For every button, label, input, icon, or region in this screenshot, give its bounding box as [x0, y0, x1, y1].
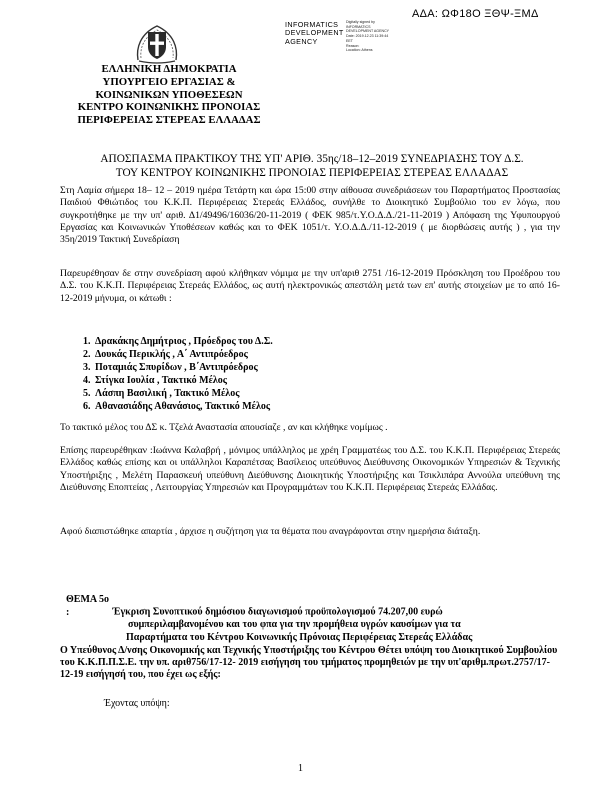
list-item: 2. Δουκάς Περικλής , Α΄ Αντιπρόεδρος [93, 348, 273, 361]
list-item: 4. Στίγκα Ιουλία , Τακτικό Μέλος [93, 374, 273, 387]
agenda-item-text: Έγκριση Συνοπτικού δημόσιου διαγωνισμού προϋπολογισμού 74.207,00 ευρώ [112, 606, 443, 618]
header-line: ΕΛΛΗΝΙΚΗ ΔΗΜΟΚΡΑΤΙΑ [101, 63, 237, 75]
agency-line: DEVELOPMENT [285, 28, 344, 38]
agency-line: AGENCY [285, 36, 318, 46]
fine-print-line: Digitally signed by [346, 20, 375, 24]
attendance-paragraph: Παρευρέθησαν δε στην συνεδρίαση αφού κλήθηκαν νόμιμα με την υπ'αριθ 2751 /16-12-2019 Πρόσκληση του Προέδρου του Δ.Σ. του Κ.Κ.Π. Περιφέρειας Στερεάς Ελλάδος, ως αυτή ηλεκτρονικώς απεστάλη μετά των επ' αυτής στοιχείων με το από 16-12-2019 μήνυμα, οι κάτωθι : [60, 268, 560, 304]
agenda-item-label: ΘΕΜΑ 5ο : [66, 594, 110, 618]
quorum-paragraph: Αφού διαπιστώθηκε απαρτία , άρχισε η συζήτηση για τα θέματα που αναγράφονται στην ημερήσια διάταξη. [60, 526, 481, 537]
meeting-intro-paragraph: Στη Λαμία σήμερα 18– 12 – 2019 ημέρα Τετάρτη και ώρα 15:00 στην αίθουσα συνεδριάσεων του Παραρτήματος Προστασίας Παιδιού Φθιώτιδος του Κ.Κ.Π. Περιφέρειας Στερεάς Ελλάδος, συνήλθε το Διοικητικό Συμβούλιο του εν λόγω, που συγκροτήθηκε με την υπ' αριθ. Δ1/49496/16036/20-11-2019 ( ΦΕΚ 985/τ.Υ.Ο.Δ.Δ./21-11-2019 ) Απόφαση της Υφυπουργού Εργασίας και Κοινωνικών Υποθέσεων καθώς και το ΦΕΚ 1051/τ. Υ.Ο.Δ.Δ./11-12-2019 ( με διορθώσεις αυτής ) , για την 35η/2019 Τακτική Συνεδρίαση [60, 185, 560, 246]
agency-line: INFORMATICS [285, 20, 339, 29]
greek-emblem-icon [134, 20, 180, 64]
considering-label: Έχοντας υπόψη: [104, 698, 170, 709]
title-line: ΑΠΟΣΠΑΣΜΑ ΠΡΑΚΤΙΚΟΥ ΤΗΣ ΥΠ' ΑΡΙΘ. 35ης/18–12–2019 ΣΥΝΕΔΡΙΑΣΗΣ ΤΟΥ Δ.Σ. [100, 153, 524, 165]
fine-print-line: EET [346, 38, 353, 43]
page-number: 1 [298, 763, 303, 774]
fine-print-line: Location: Athens [346, 48, 373, 53]
list-item: 5. Λάσπη Βασιλική , Τακτικό Μέλος [93, 387, 273, 400]
fine-print-line: DEVELOPMENT AGENCY [346, 29, 390, 34]
proposal-paragraph: Ο Υπεύθυνος Δ/νσης Οικονομικής και Τεχνικής Υποστήριξης του Κέντρου Θέτει υπόψη του Διοικητικού Συμβουλίου του Κ.Κ.Π.Π.Σ.Ε. την υπ. αριθ756/17-12- 2019 εισήγηση του τμήματος προμηθειών με την υπ'αριθμ.πρωτ.2757/17-12-19 εισήγησή του, που έχει ως εξής: [60, 645, 558, 681]
title-line: ΤΟΥ ΚΕΝΤΡΟΥ ΚΟΙΝΩΝΙΚΗΣ ΠΡΟΝΟΙΑΣ ΠΕΡΙΦΕΡΕΙΑΣ ΣΤΕΡΕΑΣ ΕΛΛΑΔΑΣ [115, 167, 509, 179]
agenda-item [66, 594, 546, 644]
members-list [79, 335, 273, 413]
agenda-item-line-3: Παραρτήματα του Κέντρου Κοινωνικής Πρόνοιας Περιφέρειας Στερεάς Ελλάδας [126, 631, 473, 643]
header-line: ΥΠΟΥΡΓΕΙΟ ΕΡΓΑΣΙΑΣ & [102, 75, 236, 88]
agenda-item-line-1 [66, 594, 546, 619]
agency-name [285, 21, 345, 46]
absence-paragraph: Το τακτικό μέλος του ΔΣ κ. Τζελά Αναστασία απουσίαζε , αν και κλήθηκε νομίμως . [60, 422, 388, 433]
ada-code: ΑΔΑ: ΩΦ18Ο ΞΘΨ-ΞΜΔ [412, 8, 539, 20]
issuer-header [72, 63, 266, 127]
fine-print-line: Reason: [346, 43, 360, 48]
document-title [60, 152, 564, 180]
agenda-item-line-2: συμπεριλαμβανομένου και του φπα για την προμήθεια υγρών καυσίμων για τα [128, 619, 461, 631]
fine-print-line: INFORMATICS [346, 24, 371, 29]
fine-print-line: Date: 2019.12.23 11:39:44 [346, 34, 389, 39]
header-line: ΚΕΝΤΡΟ ΚΟΙΝΩΝΙΚΗΣ ΠΡΟΝΟΙΑΣ [77, 101, 261, 114]
signature-fine-print [346, 20, 408, 53]
also-present-paragraph: Επίσης παρευρέθηκαν :Ιωάννα Καλαβρή , μόνιμος υπάλληλος με χρέη Γραμματέως του Δ.Σ. του Κ.Κ.Π. Περιφέρειας Στερεάς Ελλάδος καθώς επίσης και οι υπάλληλοι Καραπέτσας Βασίλειος υπεύθυνος Διεύθυνσης Οικονομικών Υπηρεσιών & Τεχνικής Υποστήριξης , Μελέτη Παρασκευή υπεύθυνη Διεύθυνσης Διοικητικής Υποστήριξης και Τσικλιπάρα Αννούλα υπεύθυνη της Διεύθυνσης Εποπτείας , Λειτουργίας Υπηρεσιών και Προγραμμάτων του Κ.Κ.Π. Περιφέρειας Στερεάς Ελλάδας. [60, 445, 560, 493]
list-item: 3. Ποταμιάς Σπυρίδων , Β΄Αντιπρόεδρος [93, 361, 273, 374]
header-line: ΠΕΡΙΦΕΡΕΙΑΣ ΣΤΕΡΕΑΣ ΕΛΛΑΔΑΣ [77, 114, 261, 127]
header-line: ΚΟΙΝΩΝΙΚΩΝ ΥΠΟΘΕΣΕΩΝ [95, 88, 243, 101]
list-item: 6. Αθανασιάδης Αθανάσιος, Τακτικό Μέλος [93, 400, 273, 413]
list-item: 1. Δρακάκης Δημήτριος , Πρόεδρος του Δ.Σ. [93, 335, 273, 348]
